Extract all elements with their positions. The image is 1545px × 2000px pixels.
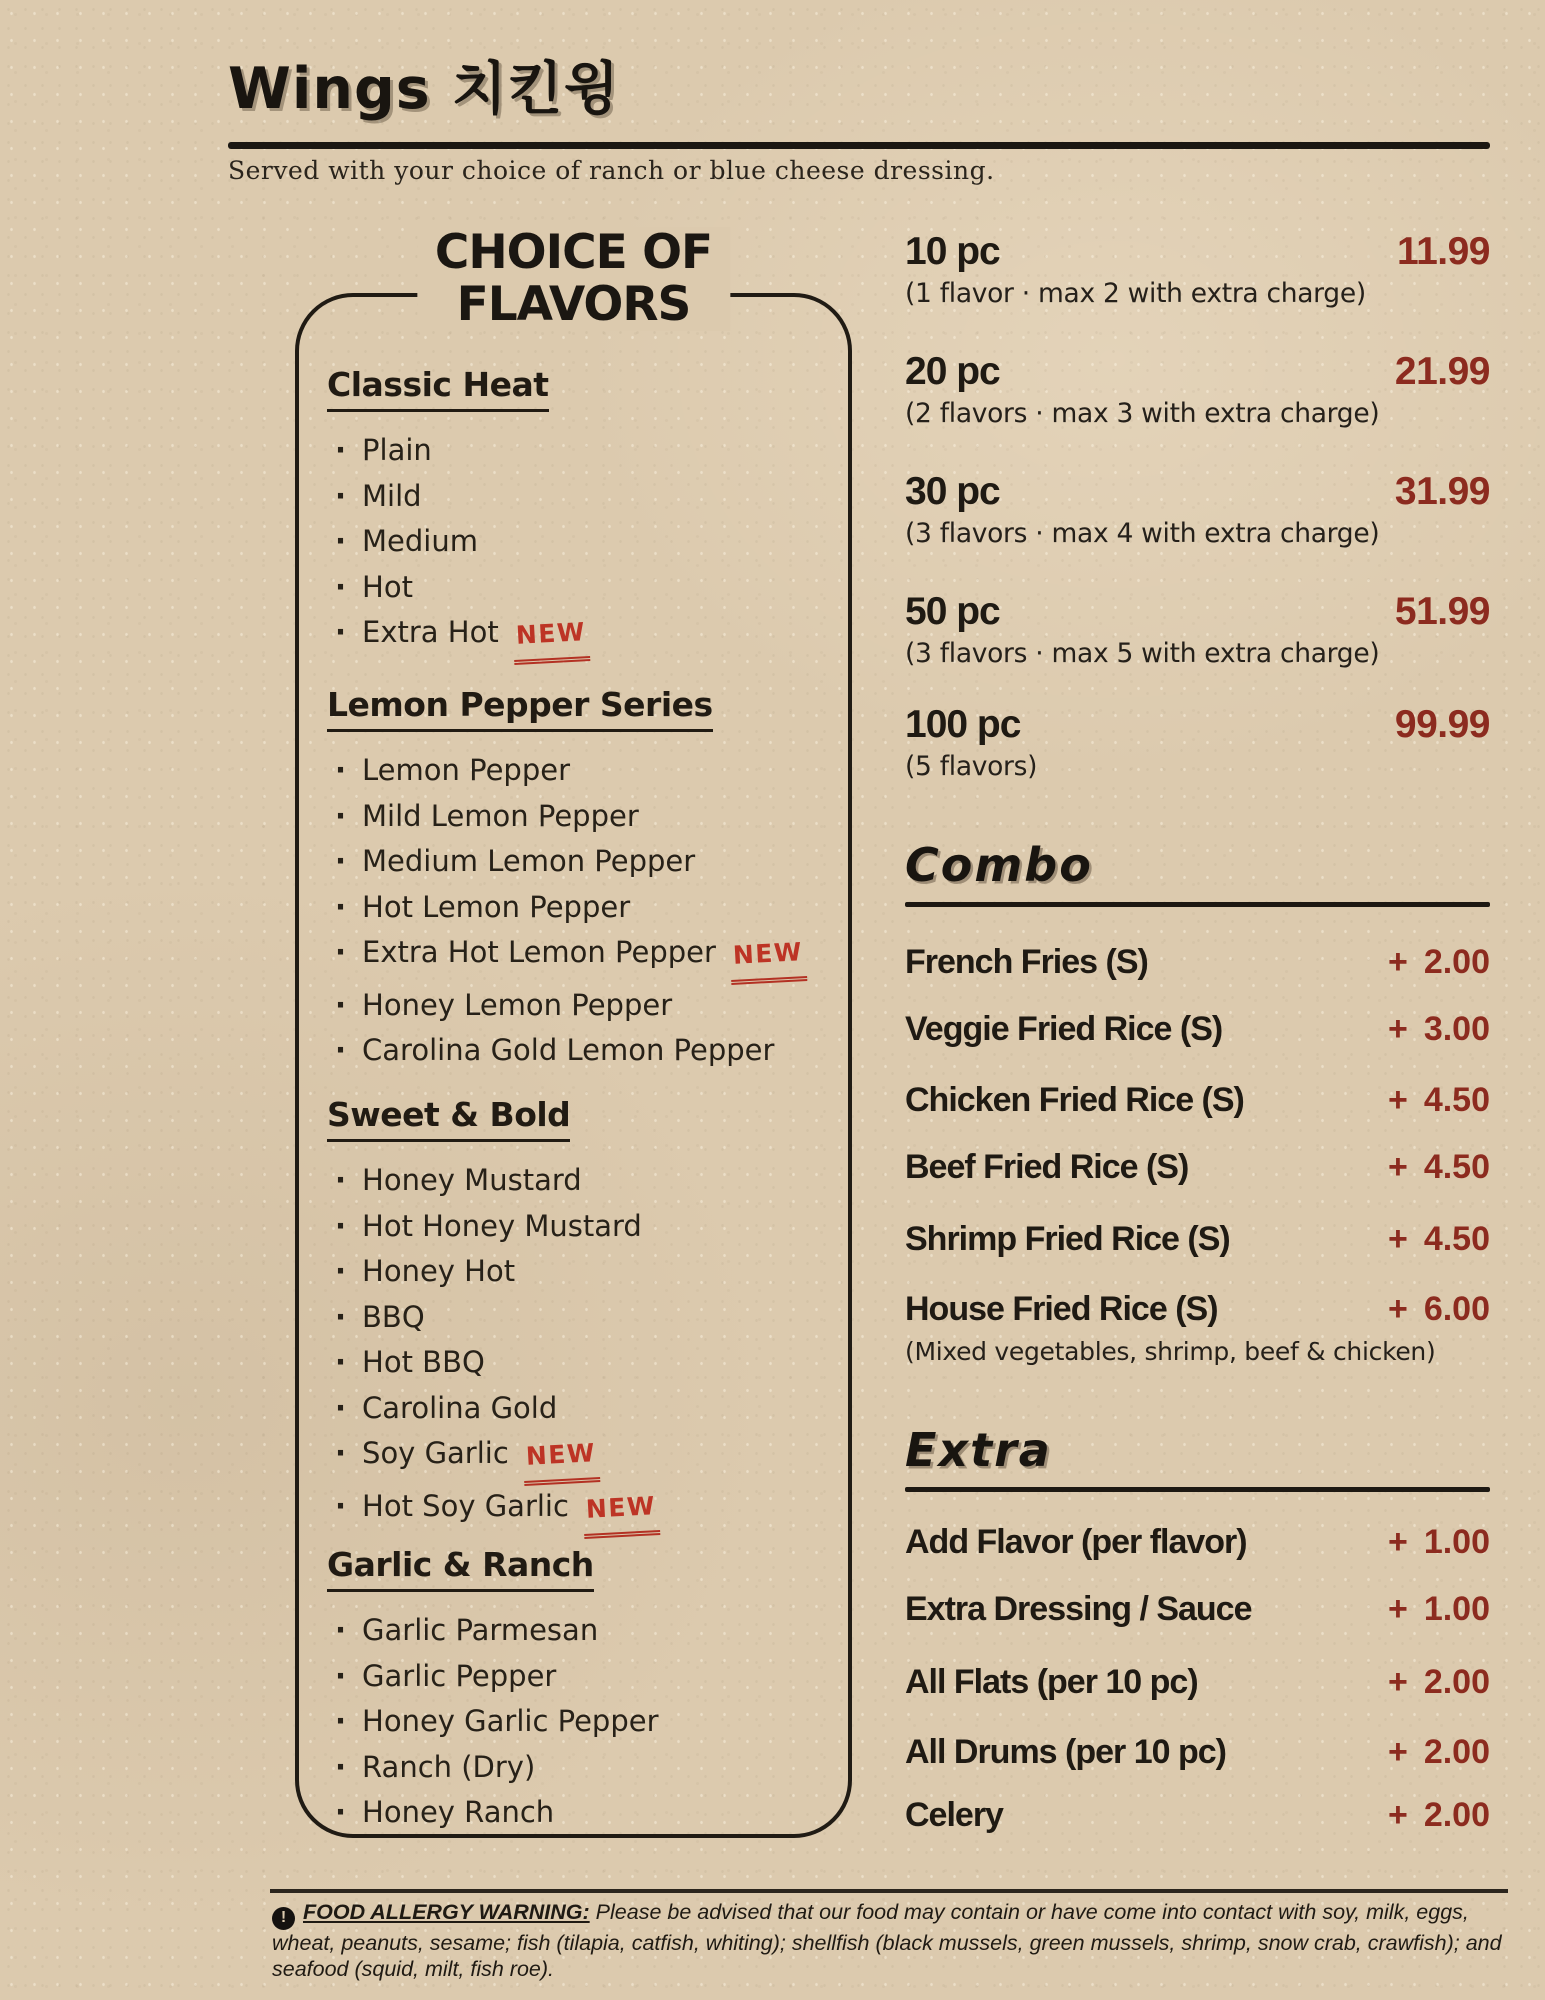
flavor-item (327, 1431, 838, 1484)
size-option (905, 470, 1490, 549)
allergy-warning-text: Please be advised that our food may contain or have come into contact with soy, milk, eggs, wheat, peanuts, sesame; fish (tilapia, catfish, whiting); shellfish (black mussels, green mussels, shrimp, snow crab, crawfish); and seafood (squid, milt, fish roe). (272, 1900, 1502, 1982)
page-title: Wings 치킨윙 (228, 56, 620, 122)
flavor-item (327, 1204, 838, 1250)
extra-item-name: All Drums (per 10 pc) (905, 1733, 1226, 1771)
extra-item-price (1388, 1523, 1490, 1562)
size-note: (3 flavors · max 5 with extra charge) (905, 638, 1380, 669)
flavor-item (327, 794, 838, 840)
size-price: 51.99 (1394, 590, 1490, 633)
extra-item (905, 1733, 1490, 1772)
combo-item (905, 1290, 1490, 1366)
allergy-warning-label: FOOD ALLERGY WARNING: (303, 1900, 590, 1924)
size-name: 20 pc (905, 350, 1000, 393)
size-option (905, 350, 1490, 429)
flavor-item-label: Hot Soy Garlic (362, 1488, 569, 1523)
combo-item-line (905, 943, 1490, 982)
footer-divider (270, 1889, 1508, 1893)
flavor-item (327, 748, 838, 794)
size-option (905, 703, 1490, 782)
extra-section (905, 1423, 1490, 1834)
size-option (905, 230, 1490, 309)
flavor-item-label: Honey Mustard (362, 1163, 582, 1197)
plus-sign: + (1387, 1590, 1408, 1628)
plus-sign: + (1387, 1290, 1408, 1328)
price-amount: 1.00 (1423, 1590, 1490, 1628)
size-price: 21.99 (1394, 350, 1490, 393)
size-price: 31.99 (1394, 470, 1490, 513)
extra-item-price (1388, 1590, 1490, 1629)
size-note: (1 flavor · max 2 with extra charge) (905, 278, 1366, 309)
combo-title: Combo (905, 838, 1093, 892)
flavor-item (327, 474, 838, 520)
flavor-item (327, 1028, 838, 1074)
combo-item-line (905, 1081, 1490, 1120)
extra-item-line (905, 1663, 1490, 1702)
flavor-section-classic-heat (327, 365, 838, 663)
flavor-section-title: Lemon Pepper Series (327, 685, 713, 732)
flavor-item (327, 839, 838, 885)
flavor-item (327, 1699, 838, 1745)
flavor-item (327, 1249, 838, 1295)
extra-item-line (905, 1733, 1490, 1772)
flavor-item-label: Hot Lemon Pepper (362, 889, 631, 924)
price-amount: 4.50 (1423, 1220, 1490, 1258)
size-price: 99.99 (1394, 703, 1490, 746)
flavor-item (327, 1158, 838, 1204)
flavor-list (327, 748, 838, 1074)
plus-sign: + (1387, 1081, 1408, 1119)
size-name: 50 pc (905, 590, 1000, 633)
price-amount: 6.00 (1423, 1290, 1490, 1328)
flavor-item-label: Hot (362, 569, 413, 604)
extra-item-price (1388, 1733, 1490, 1772)
flavor-item-label: Extra Hot (362, 615, 499, 649)
flavor-item-label: Mild (362, 478, 422, 513)
plus-sign: + (1387, 1010, 1408, 1048)
new-badge: NEW (582, 1483, 661, 1538)
flavor-item-label: Carolina Gold (362, 1390, 558, 1425)
combo-item-name: House Fried Rice (S) (905, 1290, 1218, 1328)
new-badge: NEW (522, 1430, 601, 1485)
flavor-item (327, 1790, 838, 1836)
new-badge: NEW (729, 929, 808, 984)
flavor-item-label: Plain (362, 433, 432, 467)
flavors-box-title-line2: FLAVORS (456, 277, 691, 332)
flavor-item-label: Soy Garlic (362, 1436, 509, 1470)
flavor-item-label: BBQ (362, 1299, 425, 1334)
combo-item (905, 1010, 1490, 1049)
allergy-warning (272, 1899, 1524, 1983)
combo-item-name: French Fries (S) (905, 943, 1148, 981)
size-line (905, 350, 1490, 394)
flavor-item (327, 565, 838, 611)
combo-item-line (905, 1010, 1490, 1049)
subtitle: Served with your choice of ranch or blue cheese dressing. (228, 156, 995, 185)
price-amount: 3.00 (1423, 1010, 1490, 1048)
flavor-item (327, 1608, 838, 1654)
flavor-list (327, 1158, 838, 1536)
plus-sign: + (1387, 943, 1408, 981)
flavors-box-title-line1: CHOICE OF (434, 225, 713, 280)
extra-title: Extra (905, 1423, 1052, 1477)
flavor-section-lemon-pepper-series (327, 685, 838, 1074)
flavor-item (327, 1484, 838, 1537)
extra-item-line (905, 1796, 1490, 1835)
combo-item-name: Veggie Fried Rice (S) (905, 1010, 1223, 1048)
choice-of-flavors-box (295, 225, 852, 1838)
exclamation-icon: ! (272, 1907, 295, 1930)
combo-item-name: Chicken Fried Rice (S) (905, 1081, 1244, 1119)
size-line (905, 470, 1490, 514)
combo-item-price (1388, 1081, 1490, 1120)
flavor-item (327, 1654, 838, 1700)
flavor-item-label: Garlic Parmesan (362, 1613, 599, 1647)
extra-item-name: Celery (905, 1796, 1003, 1834)
combo-item (905, 943, 1490, 982)
flavor-item (327, 1386, 838, 1432)
flavor-section-title: Sweet & Bold (327, 1095, 570, 1142)
plus-sign: + (1387, 1220, 1408, 1258)
flavor-item-label: Garlic Pepper (362, 1658, 557, 1693)
flavor-item-label: Hot Honey Mustard (362, 1208, 642, 1243)
flavor-item (327, 519, 838, 565)
flavor-section-title: Classic Heat (327, 365, 549, 412)
flavor-item (327, 428, 838, 474)
flavor-item-label: Extra Hot Lemon Pepper (362, 935, 716, 969)
flavors-box-title (417, 227, 730, 331)
extra-item-price (1388, 1796, 1490, 1835)
extra-item-name: All Flats (per 10 pc) (905, 1663, 1198, 1701)
plus-sign: + (1387, 1733, 1408, 1771)
extra-item-name: Extra Dressing / Sauce (905, 1590, 1252, 1628)
plus-sign: + (1387, 1796, 1408, 1834)
flavor-item-label: Honey Ranch (362, 1795, 555, 1829)
flavor-item-label: Medium Lemon Pepper (362, 844, 696, 878)
flavor-item-label: Mild Lemon Pepper (362, 798, 639, 833)
plus-sign: + (1387, 1523, 1408, 1561)
extra-underline (905, 1487, 1490, 1492)
combo-item-line (905, 1148, 1490, 1187)
flavor-list (327, 428, 838, 663)
new-badge: NEW (511, 609, 590, 664)
flavor-item-label: Hot BBQ (362, 1345, 485, 1379)
flavor-item-label: Medium (362, 524, 478, 558)
flavor-item-label: Honey Hot (362, 1254, 516, 1288)
extra-item-line (905, 1523, 1490, 1562)
combo-item (905, 1220, 1490, 1259)
flavor-section-sweet-and-bold (327, 1095, 838, 1536)
combo-item (905, 1081, 1490, 1120)
price-amount: 2.00 (1423, 943, 1490, 981)
combo-item-price (1388, 1220, 1490, 1259)
size-note: (2 flavors · max 3 with extra charge) (905, 398, 1380, 429)
combo-item-price (1388, 1010, 1490, 1049)
flavor-section-garlic-and-ranch (327, 1545, 838, 1836)
size-name: 10 pc (905, 230, 1000, 273)
extra-item-line (905, 1590, 1490, 1629)
flavor-list (327, 1608, 838, 1836)
combo-item-name: Beef Fried Rice (S) (905, 1148, 1189, 1186)
extra-item (905, 1663, 1490, 1702)
size-price: 11.99 (1397, 230, 1490, 273)
flavor-item (327, 1340, 838, 1386)
flavor-item (327, 983, 838, 1029)
flavor-item (327, 610, 838, 663)
extra-item (905, 1523, 1490, 1562)
flavor-item (327, 885, 838, 931)
combo-item-price (1388, 943, 1490, 982)
flavor-section-title: Garlic & Ranch (327, 1545, 594, 1592)
plus-sign: + (1387, 1148, 1408, 1186)
price-amount: 4.50 (1423, 1148, 1490, 1186)
size-line (905, 590, 1490, 634)
combo-item-name: Shrimp Fried Rice (S) (905, 1220, 1230, 1258)
size-note: (3 flavors · max 4 with extra charge) (905, 518, 1380, 549)
flavor-item (327, 1745, 838, 1791)
combo-item-price (1388, 1290, 1490, 1329)
size-line (905, 230, 1490, 274)
price-amount: 4.50 (1423, 1081, 1490, 1119)
combo-item-line (905, 1290, 1490, 1329)
size-line (905, 703, 1490, 747)
size-note: (5 flavors) (905, 751, 1038, 782)
extra-item (905, 1796, 1490, 1835)
price-amount: 2.00 (1423, 1796, 1490, 1834)
extra-item (905, 1590, 1490, 1629)
flavor-item-label: Honey Lemon Pepper (362, 987, 673, 1022)
title-underline (228, 142, 1490, 149)
combo-item-line (905, 1220, 1490, 1259)
price-amount: 2.00 (1423, 1663, 1490, 1701)
size-option (905, 590, 1490, 669)
combo-item-price (1388, 1148, 1490, 1187)
flavor-item-label: Ranch (Dry) (362, 1749, 536, 1784)
flavor-item-label: Lemon Pepper (362, 753, 570, 787)
flavor-item (327, 930, 838, 983)
size-name: 30 pc (905, 470, 1000, 513)
price-amount: 1.00 (1423, 1523, 1490, 1561)
price-amount: 2.00 (1423, 1733, 1490, 1771)
combo-item (905, 1148, 1490, 1187)
extra-item-price (1388, 1663, 1490, 1702)
plus-sign: + (1387, 1663, 1408, 1701)
combo-section (905, 838, 1490, 1366)
extra-item-name: Add Flavor (per flavor) (905, 1523, 1247, 1561)
combo-item-note: (Mixed vegetables, shrimp, beef & chicken) (905, 1337, 1436, 1366)
flavor-item-label: Carolina Gold Lemon Pepper (362, 1033, 775, 1067)
size-name: 100 pc (905, 703, 1021, 746)
flavor-item (327, 1295, 838, 1341)
combo-underline (905, 902, 1490, 907)
flavor-item-label: Honey Garlic Pepper (362, 1704, 659, 1738)
